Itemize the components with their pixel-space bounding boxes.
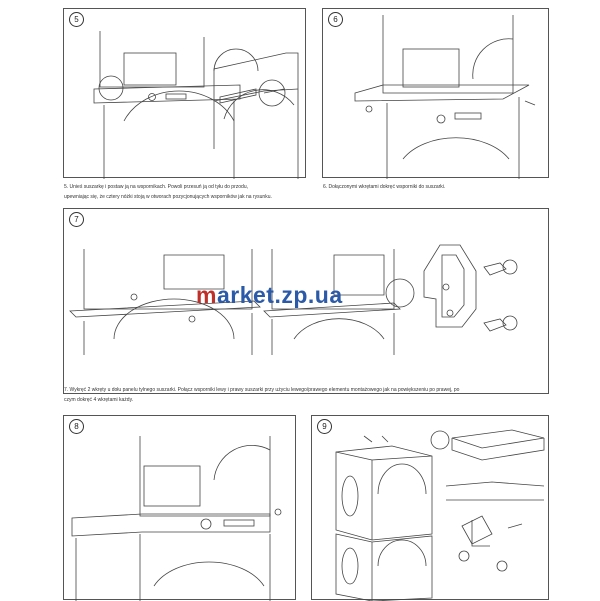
step-7-caption-line-1: 7. Wykręć 2 wkręty u dołu panelu tylnego suszarki. Połącz wsporniki lewy i prawy suszarki przy użyciu lewego/prawego elementu montażowego jak na powiększeniu po prawej, po: [64, 387, 460, 393]
step-9-number: 9: [317, 419, 332, 434]
step-6-caption-line-1: 6. Dołączonymi wkrętami dokręć wsporniki do suszarki.: [323, 184, 446, 190]
step-5-panel: [63, 8, 306, 200]
step-8-panel: [63, 415, 296, 600]
step-7-caption: [64, 385, 459, 405]
step-6-illustration: [323, 9, 550, 179]
step-7-number: 7: [69, 212, 84, 227]
step-5-number: 5: [69, 12, 84, 27]
watermark-rest: arket.zp.ua: [216, 282, 343, 308]
step-5-caption-line-1: 5. Unieś suszarkę i postaw ją na wspornikach. Powoli przesuń ją od tyłu do przodu,: [64, 184, 248, 190]
watermark: [196, 282, 343, 309]
step-7-caption-line-2: czym dokręć 4 wkrętami każdy.: [64, 397, 134, 403]
step-6-number: 6: [328, 12, 343, 27]
step-8-number: 8: [69, 419, 84, 434]
step-5-caption-line-2: upewniając się, że cztery nóżki stoją w otworach pozycjonujących wsporników jak na rysunku.: [64, 194, 272, 200]
step-6-panel: [322, 8, 549, 190]
step-8-illustration: [64, 416, 297, 601]
step-6-caption: [323, 182, 445, 192]
step-9-panel: [311, 415, 549, 600]
watermark-initial: m: [196, 282, 217, 308]
step-9-illustration: [312, 416, 550, 601]
step-5-caption: [64, 182, 272, 202]
step-5-illustration: [64, 9, 307, 179]
